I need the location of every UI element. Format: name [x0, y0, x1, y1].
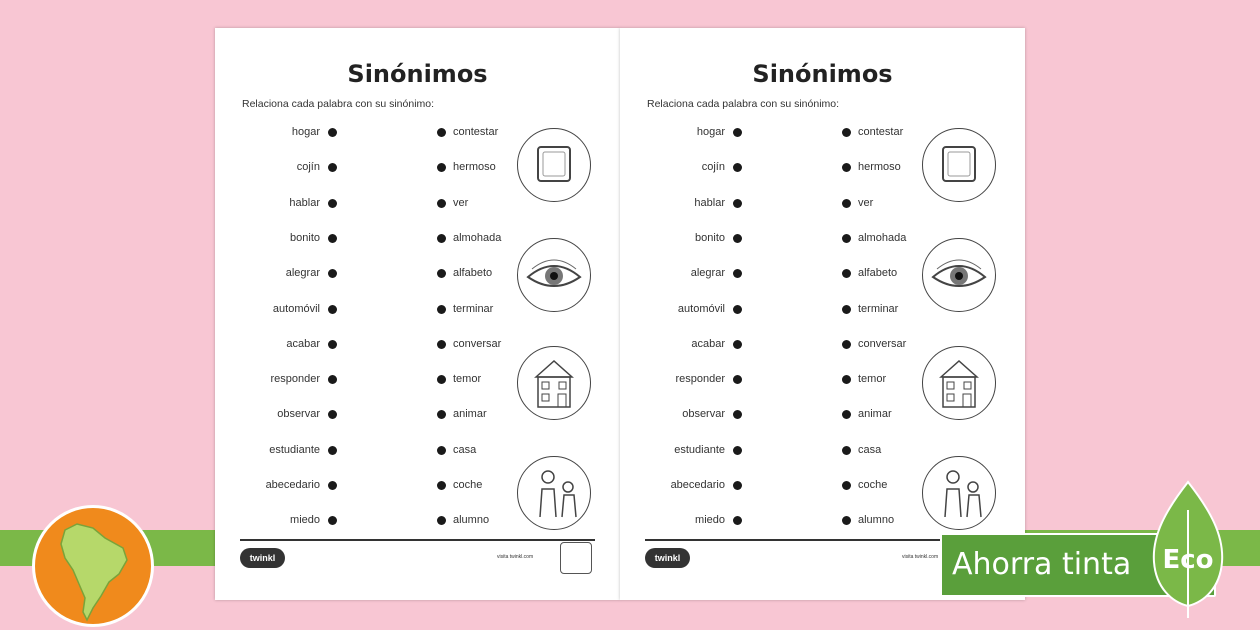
- right-word: terminar: [453, 302, 494, 315]
- left-match-dot[interactable]: [733, 199, 742, 208]
- right-match-dot[interactable]: [842, 481, 851, 490]
- left-word: automóvil: [677, 302, 725, 315]
- worksheet-instruction: Relaciona cada palabra con su sinónimo:: [647, 98, 840, 110]
- left-word: responder: [675, 373, 725, 386]
- left-match-dot[interactable]: [733, 340, 742, 349]
- twinkl-logo: twinkl: [645, 548, 690, 568]
- worksheet-page: [620, 28, 1025, 600]
- eye-icon: [517, 238, 591, 312]
- right-word: alumno: [858, 514, 895, 527]
- left-match-dot[interactable]: [328, 234, 337, 243]
- worksheet-page: [215, 28, 620, 600]
- left-word: hablar: [289, 196, 320, 209]
- right-word: animar: [858, 408, 892, 421]
- south-america-map-icon: [32, 505, 154, 627]
- right-match-dot[interactable]: [437, 305, 446, 314]
- right-match-dot[interactable]: [437, 234, 446, 243]
- people-icon: [517, 456, 591, 530]
- left-word: automóvil: [272, 302, 320, 315]
- left-match-dot[interactable]: [733, 234, 742, 243]
- worksheet-title: Sinónimos: [347, 60, 488, 88]
- right-word: alfabeto: [453, 267, 493, 280]
- left-match-dot[interactable]: [733, 269, 742, 278]
- right-word: contestar: [453, 126, 499, 138]
- left-word: abecedario: [670, 479, 725, 491]
- right-match-dot[interactable]: [437, 128, 446, 137]
- worksheet-title: Sinónimos: [752, 60, 893, 88]
- right-word: temor: [453, 373, 482, 386]
- right-match-dot[interactable]: [437, 340, 446, 349]
- left-match-dot[interactable]: [733, 375, 742, 384]
- eco-label: Eco: [1162, 545, 1214, 575]
- left-word: hogar: [291, 126, 320, 138]
- right-word: hermoso: [858, 161, 901, 174]
- right-word: alfabeto: [858, 267, 898, 280]
- right-word: coche: [858, 479, 888, 491]
- right-match-dot[interactable]: [437, 199, 446, 208]
- right-word: terminar: [858, 302, 899, 315]
- left-match-dot[interactable]: [733, 410, 742, 419]
- footer-url: visita twinkl.com: [902, 554, 939, 560]
- right-match-dot[interactable]: [437, 481, 446, 490]
- left-word: bonito: [290, 231, 320, 244]
- right-word: alumno: [453, 514, 490, 527]
- left-word: alegrar: [690, 267, 725, 280]
- footer-badge-icon: [560, 542, 592, 574]
- left-match-dot[interactable]: [328, 199, 337, 208]
- right-word: coche: [453, 479, 483, 491]
- right-match-dot[interactable]: [437, 163, 446, 172]
- left-word: acabar: [691, 337, 725, 350]
- right-match-dot[interactable]: [842, 340, 851, 349]
- left-match-dot[interactable]: [328, 269, 337, 278]
- left-word: miedo: [695, 514, 725, 527]
- left-match-dot[interactable]: [328, 340, 337, 349]
- right-word: contestar: [858, 126, 904, 138]
- house-icon: [517, 346, 591, 420]
- right-match-dot[interactable]: [842, 446, 851, 455]
- left-match-dot[interactable]: [733, 446, 742, 455]
- right-word: conversar: [858, 337, 907, 350]
- right-match-dot[interactable]: [842, 128, 851, 137]
- left-word: responder: [270, 373, 320, 386]
- footer-divider: [240, 539, 595, 541]
- right-word: ver: [858, 196, 874, 209]
- pillow-icon: [922, 128, 996, 202]
- right-match-dot[interactable]: [437, 269, 446, 278]
- left-word: observar: [277, 408, 320, 421]
- footer-url: visita twinkl.com: [497, 554, 534, 560]
- left-word: hablar: [694, 196, 725, 209]
- left-match-dot[interactable]: [733, 305, 742, 314]
- right-word: almohada: [453, 231, 502, 244]
- left-match-dot[interactable]: [733, 481, 742, 490]
- right-match-dot[interactable]: [437, 410, 446, 419]
- left-match-dot[interactable]: [328, 481, 337, 490]
- right-match-dot[interactable]: [842, 305, 851, 314]
- left-word: alegrar: [285, 267, 320, 280]
- right-match-dot[interactable]: [842, 410, 851, 419]
- worksheet-instruction: Relaciona cada palabra con su sinónimo:: [242, 98, 435, 110]
- left-match-dot[interactable]: [328, 128, 337, 137]
- right-match-dot[interactable]: [842, 516, 851, 525]
- right-match-dot[interactable]: [842, 234, 851, 243]
- right-match-dot[interactable]: [842, 163, 851, 172]
- right-match-dot[interactable]: [437, 446, 446, 455]
- right-word: almohada: [858, 231, 907, 244]
- left-word: estudiante: [674, 443, 725, 456]
- twinkl-logo: twinkl: [240, 548, 285, 568]
- right-word: temor: [858, 373, 887, 386]
- left-match-dot[interactable]: [328, 305, 337, 314]
- house-icon: [922, 346, 996, 420]
- left-match-dot[interactable]: [328, 516, 337, 525]
- right-word: animar: [453, 408, 487, 421]
- save-ink-label: Ahorra tinta: [952, 547, 1132, 582]
- left-match-dot[interactable]: [328, 163, 337, 172]
- left-word: miedo: [290, 514, 320, 527]
- left-match-dot[interactable]: [328, 375, 337, 384]
- left-word: cojín: [296, 161, 320, 174]
- left-word: hogar: [696, 126, 725, 138]
- right-word: hermoso: [453, 161, 496, 174]
- right-word: ver: [453, 196, 469, 209]
- right-word: casa: [858, 443, 882, 456]
- right-match-dot[interactable]: [842, 269, 851, 278]
- left-match-dot[interactable]: [328, 410, 337, 419]
- right-match-dot[interactable]: [437, 375, 446, 384]
- left-match-dot[interactable]: [328, 446, 337, 455]
- right-match-dot[interactable]: [842, 375, 851, 384]
- left-word: cojín: [701, 161, 725, 174]
- left-word: acabar: [286, 337, 320, 350]
- left-match-dot[interactable]: [733, 163, 742, 172]
- left-word: abecedario: [265, 479, 320, 491]
- people-icon: [922, 456, 996, 530]
- right-word: casa: [453, 443, 477, 456]
- left-match-dot[interactable]: [733, 516, 742, 525]
- eye-icon: [922, 238, 996, 312]
- right-match-dot[interactable]: [842, 199, 851, 208]
- left-word: observar: [682, 408, 725, 421]
- left-word: estudiante: [269, 443, 320, 456]
- right-word: conversar: [453, 337, 502, 350]
- left-word: bonito: [695, 231, 725, 244]
- left-match-dot[interactable]: [733, 128, 742, 137]
- right-match-dot[interactable]: [437, 516, 446, 525]
- pillow-icon: [517, 128, 591, 202]
